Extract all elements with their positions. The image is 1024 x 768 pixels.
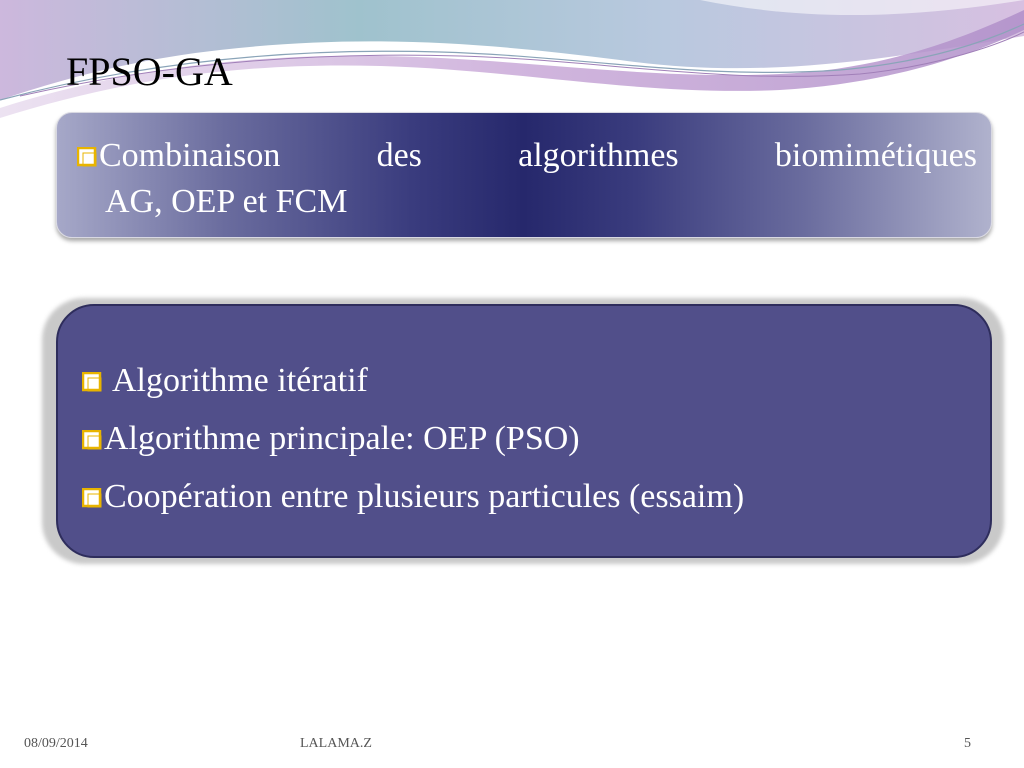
list-item-text: Algorithme principale: OEP (PSO) xyxy=(104,420,580,457)
intro-box xyxy=(56,112,992,238)
details-box xyxy=(56,304,992,558)
footer-author: LALAMA.Z xyxy=(300,736,372,751)
details-list xyxy=(82,352,744,526)
list-item-text: Coopération entre plusieurs particules (essaim) xyxy=(104,478,745,515)
intro-word: des xyxy=(376,137,422,174)
list-item xyxy=(82,352,744,410)
slide-title: FPSO-GA xyxy=(66,49,233,94)
intro-box-line-1 xyxy=(77,133,977,179)
checkbox-bullet-icon xyxy=(82,430,102,450)
footer-page-number: 5 xyxy=(964,736,971,751)
intro-box-line-2: AG, OEP et FCM xyxy=(105,183,348,220)
intro-word: algorithmes xyxy=(518,137,679,174)
checkbox-bullet-icon xyxy=(82,372,102,392)
checkbox-bullet-icon xyxy=(77,147,97,167)
list-item-text: Algorithme itératif xyxy=(112,362,368,399)
list-item xyxy=(82,410,744,468)
list-item xyxy=(82,468,744,526)
intro-word: Combinaison xyxy=(99,137,281,174)
intro-box-text xyxy=(77,133,977,225)
footer-date: 08/09/2014 xyxy=(24,736,88,751)
checkbox-bullet-icon xyxy=(82,488,102,508)
intro-word: biomimétiques xyxy=(774,137,977,174)
